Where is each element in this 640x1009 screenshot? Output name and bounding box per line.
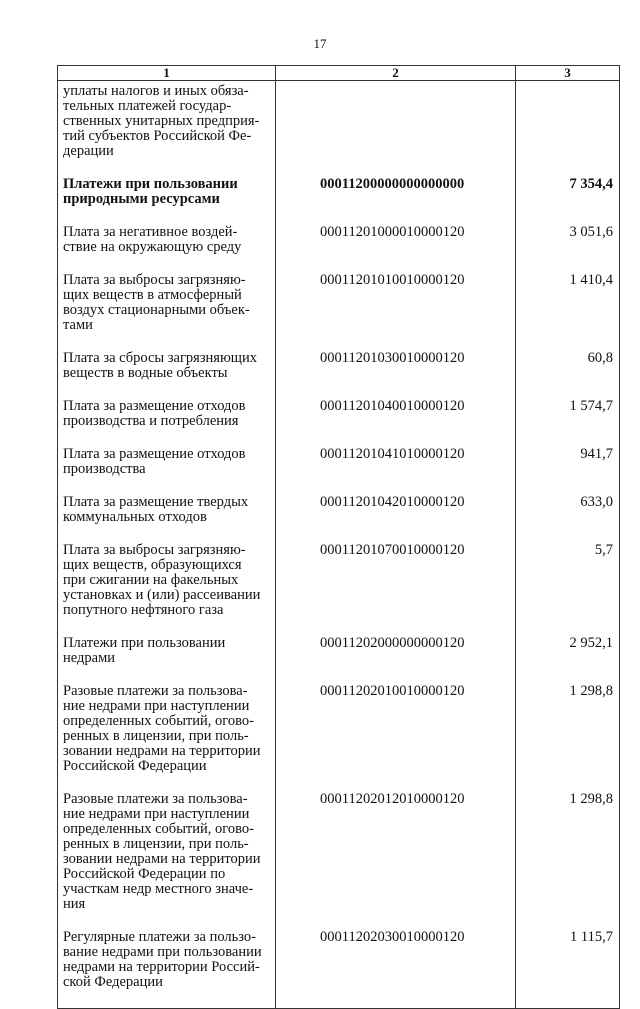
code-cell: 00011200000000000000	[276, 177, 516, 225]
column-header-3: 3	[516, 66, 620, 81]
name-cell: Плата за размещение отходов производства и потребления	[58, 399, 276, 447]
sum-cell: 633,0	[516, 495, 620, 543]
budget-table	[57, 65, 620, 1009]
code-cell: 00011201000010000120	[276, 225, 516, 273]
code-cell: 00011201010010000120	[276, 273, 516, 351]
name-cell: Плата за размещение отходов производства	[58, 447, 276, 495]
code-cell: 00011202012010000120	[276, 792, 516, 930]
page-number: 17	[313, 36, 327, 51]
sum-cell: 3 051,6	[516, 225, 620, 273]
table-row	[58, 495, 620, 543]
table-row	[58, 792, 620, 930]
sum-cell: 1 115,7	[516, 930, 620, 1009]
sum-cell: 1 298,8	[516, 792, 620, 930]
sum-cell: 2 952,1	[516, 636, 620, 684]
code-cell: 00011201042010000120	[276, 495, 516, 543]
code-cell: 00011202030010000120	[276, 930, 516, 1009]
name-cell: Плата за негативное воздей- ствие на окружающую среду	[58, 225, 276, 273]
name-cell: Платежи при пользовании природными ресурсами	[58, 177, 276, 225]
name-cell: Плата за размещение твердых коммунальных отходов	[58, 495, 276, 543]
table-body	[58, 81, 620, 1009]
table-row	[58, 684, 620, 792]
sum-cell: 1 410,4	[516, 273, 620, 351]
sum-cell: 7 354,4	[516, 177, 620, 225]
name-cell: Регулярные платежи за пользо- вание недрами при пользовании недрами на территории Россий- ской Федерации	[58, 930, 276, 1009]
table-row	[58, 225, 620, 273]
name-cell: Плата за сбросы загрязняющих веществ в водные объекты	[58, 351, 276, 399]
code-cell: 00011201040010000120	[276, 399, 516, 447]
column-header-2: 2	[276, 66, 516, 81]
column-header-1: 1	[58, 66, 276, 81]
table-row	[58, 399, 620, 447]
sum-cell: 1 574,7	[516, 399, 620, 447]
name-cell: Плата за выбросы загрязняю- щих веществ в атмосферный воздух стационарными объек- тами	[58, 273, 276, 351]
sum-cell: 1 298,8	[516, 684, 620, 792]
sum-cell: 941,7	[516, 447, 620, 495]
sum-cell	[516, 81, 620, 178]
table-row	[58, 177, 620, 225]
table-row	[58, 447, 620, 495]
table-row	[58, 636, 620, 684]
table-row	[58, 543, 620, 636]
code-cell: 00011202010010000120	[276, 684, 516, 792]
name-cell: Платежи при пользовании недрами	[58, 636, 276, 684]
code-cell: 00011201041010000120	[276, 447, 516, 495]
table-row	[58, 351, 620, 399]
table-row	[58, 81, 620, 178]
code-cell: 00011201070010000120	[276, 543, 516, 636]
table-row	[58, 273, 620, 351]
code-cell	[276, 81, 516, 178]
name-cell: Плата за выбросы загрязняю- щих веществ, образующихся при сжигании на факельных установках и (или) рассеивании попутного нефтяного газа	[58, 543, 276, 636]
code-cell: 00011202000000000120	[276, 636, 516, 684]
sum-cell: 5,7	[516, 543, 620, 636]
name-cell: Разовые платежи за пользова- ние недрами при наступлении определенных событий, огово- ренных в лицензии, при поль- зовании недрами на территории Российской Федерации по участкам недр местного значе- ния	[58, 792, 276, 930]
code-cell: 00011201030010000120	[276, 351, 516, 399]
table-header-row	[58, 66, 620, 81]
name-cell: уплаты налогов и иных обяза- тельных платежей государ- ственных унитарных предприя- тий субъектов Российской Фе- дерации	[58, 81, 276, 178]
table-row	[58, 930, 620, 1009]
name-cell: Разовые платежи за пользова- ние недрами при наступлении определенных событий, огово- ренных в лицензии, при поль- зовании недрами на территории Российской Федерации	[58, 684, 276, 792]
sum-cell: 60,8	[516, 351, 620, 399]
